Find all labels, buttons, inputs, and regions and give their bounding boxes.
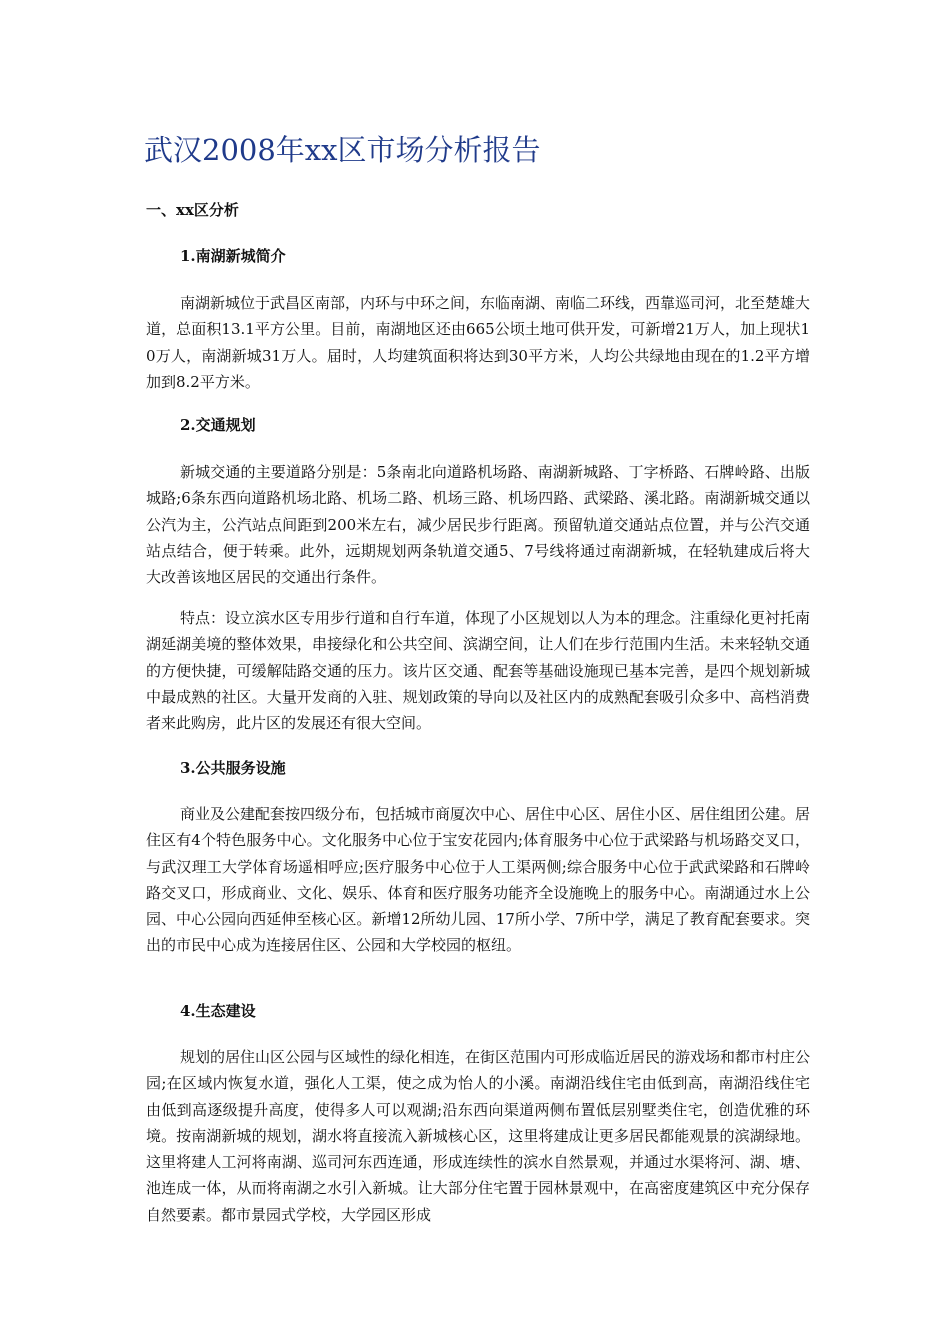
subsection-heading-transport: 2.交通规划 <box>180 416 256 434</box>
subsection-heading-intro: 1.南湖新城简介 <box>180 247 286 265</box>
paragraph-features: 特点：设立滨水区专用步行道和自行车道，体现了小区规划以人为本的理念。注重绿化更衬托南湖延湖美境的整体效果，串接绿化和公共空间、滨湖空间，让人们在步行范围内生活。未来轻轨交通的方便快捷，可缓解陆路交通的压力。该片区交通、配套等基础设施现已基本完善，是四个规划新城中最成熟的社区。大量开发商的入驻、规划政策的导向以及社区内的成熟配套吸引众多中、高档消费者来此购房，此片区的发展还有很大空间。 <box>146 609 811 733</box>
paragraph-intro: 南湖新城位于武昌区南部，内环与中环之间，东临南湖、南临二环线，西靠巡司河，北至楚雄大道，总面积13.1平方公里。目前，南湖地区还由665公顷土地可供开发，可新增21万人，加上现状10万人，南湖新城31万人。届时，人均建筑面积将达到30平方米，人均公共绿地由现在的1.2平方增加到8.2平方米。 <box>146 294 811 391</box>
subsection-heading-ecology: 4.生态建设 <box>180 1002 256 1020</box>
subsection-heading-public-services: 3.公共服务设施 <box>180 759 286 777</box>
paragraph-ecology: 规划的居住山区公园与区域性的绿化相连，在街区范围内可形成临近居民的游戏场和都市村庄公园;在区域内恢复水道，强化人工渠，使之成为怡人的小溪。南湖沿线住宅由低到高，南湖沿线住宅由低到高逐级提升高度，使得多人可以观湖;沿东西向渠道两侧布置低层别墅类住宅，创造优雅的环境。按南湖新城的规划，湖水将直接流入新城核心区，这里将建成让更多居民都能观景的滨湖绿地。这里将建人工河将南湖、巡司河东西连通，形成连续性的滨水自然景观，并通过水渠将河、湖、塘、池连成一体，从而将南湖之水引入新城。让大部分住宅置于园林景观中，在高密度建筑区中充分保存自然要素。都市景园式学校，大学园区形成 <box>146 1048 811 1224</box>
document-title: 武汉2008年xx区市场分析报告 <box>144 133 541 167</box>
paragraph-public-services: 商业及公建配套按四级分布，包括城市商厦次中心、居住中心区、居住小区、居住组团公建。居住区有4个特色服务中心。文化服务中心位于宝安花园内;体育服务中心位于武梁路与机场路交叉口，与武汉理工大学体育场遥相呼应;医疗服务中心位于人工渠两侧;综合服务中心位于武武梁路和石牌岭路交叉口，形成商业、文化、娱乐、体育和医疗服务功能齐全设施晚上的服务中心。南湖通过水上公园、中心公园向西延伸至核心区。新增12所幼儿园、17所小学、7所中学，满足了教育配套要求。突出的市民中心成为连接居住区、公园和大学校园的枢纽。 <box>146 805 811 955</box>
paragraph-transport: 新城交通的主要道路分别是：5条南北向道路机场路、南湖新城路、丁字桥路、石牌岭路、出版城路;6条东西向道路机场北路、机场二路、机场三路、机场四路、武梁路、溪北路。南湖新城交通以公汽为主，公汽站点间距到200米左右，减少居民步行距离。预留轨道交通站点位置，并与公汽交通站点结合，便于转乘。此外，远期规划两条轨道交通5、7号线将通过南湖新城，在轻轨建成后将大大改善该地区居民的交通出行条件。 <box>146 463 810 587</box>
section-heading: 一、xx区分析 <box>146 201 239 219</box>
